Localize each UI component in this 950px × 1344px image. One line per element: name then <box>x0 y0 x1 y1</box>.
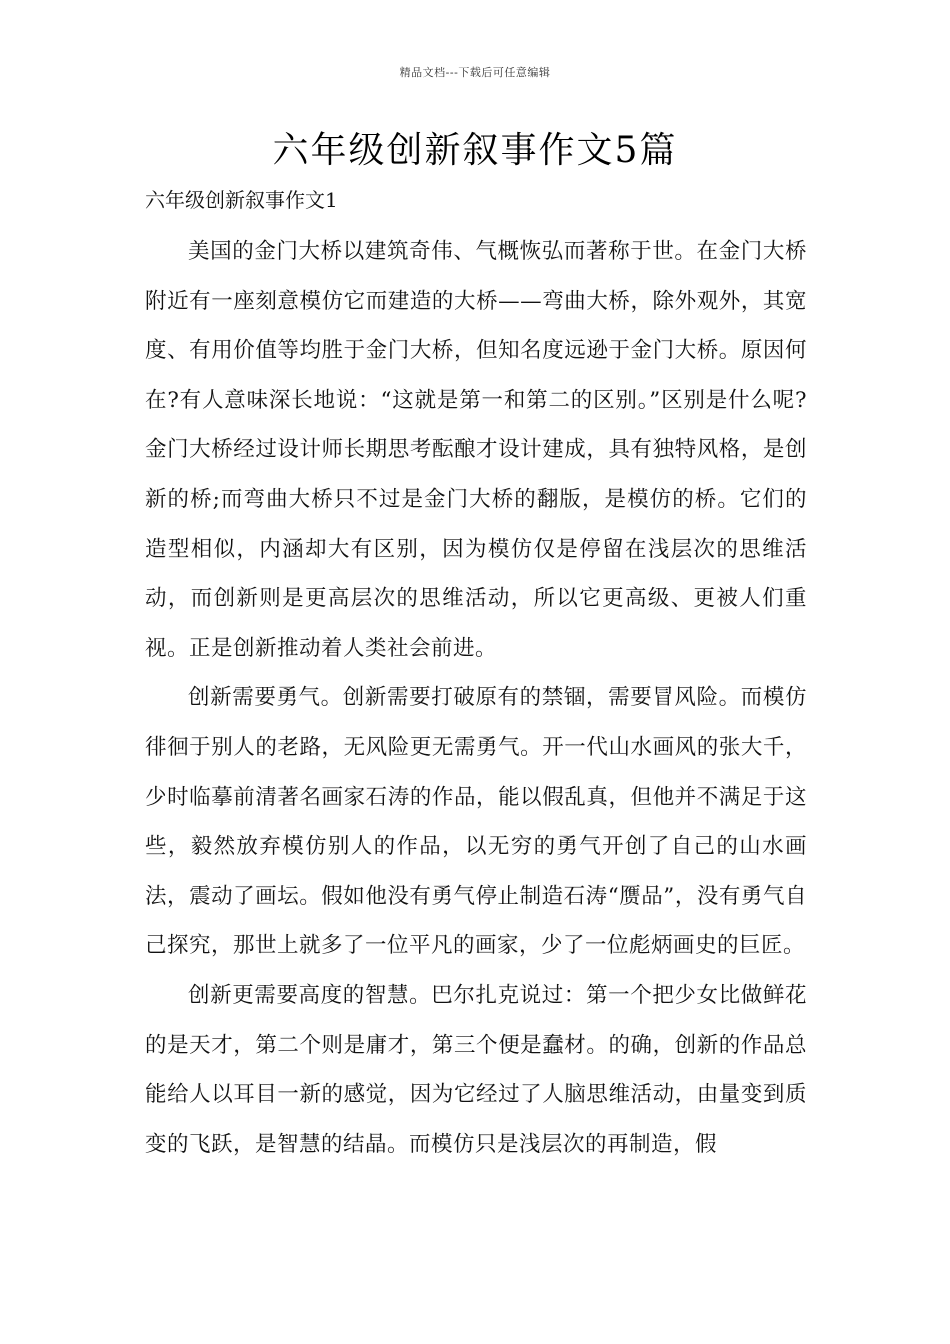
section-heading: 六年级创新叙事作文1 <box>145 188 338 212</box>
body-text <box>145 227 807 1169</box>
paragraph: 美国的金门大桥以建筑奇伟、气概恢弘而著称于世。在金门大桥附近有一座刻意模仿它而建造的大桥——弯曲大桥，除外观外，其宽度、有用价值等均胜于金门大桥，但知名度远逊于金门大桥。原因何在?有人意味深长地说：“这就是第一和第二的区别。”区别是什么呢?金门大桥经过设计师长期思考酝酿才设计建成，具有独特风格，是创新的桥;而弯曲大桥只不过是金门大桥的翻版，是模仿的桥。它们的造型相似，内涵却大有区别，因为模仿仅是停留在浅层次的思维活动，而创新则是更高层次的思维活动，所以它更高级、更被人们重视。正是创新推动着人类社会前进。 <box>145 239 807 661</box>
paragraph: 创新更需要高度的智慧。巴尔扎克说过：第一个把少女比做鲜花的是天才，第二个则是庸才，第三个便是蠢材。的确，创新的作品总能给人以耳目一新的感觉，因为它经过了人脑思维活动，由量变到质变的飞跃，是智慧的结晶。而模仿只是浅层次的再制造，假 <box>145 982 807 1157</box>
paragraph: 创新需要勇气。创新需要打破原有的禁锢，需要冒风险。而模仿徘徊于别人的老路，无风险更无需勇气。开一代山水画风的张大千，少时临摹前清著名画家石涛的作品，能以假乱真，但他并不满足于这些，毅然放弃模仿别人的作品，以无穷的勇气开创了自己的山水画法，震动了画坛。假如他没有勇气停止制造石涛“赝品”，没有勇气自己探究，那世上就多了一位平凡的画家，少了一位彪炳画史的巨匠。 <box>145 685 807 959</box>
document-title: 六年级创新叙事作文5篇 <box>272 130 678 171</box>
page-header: 精品文档---下载后可任意编辑 <box>399 66 551 79</box>
